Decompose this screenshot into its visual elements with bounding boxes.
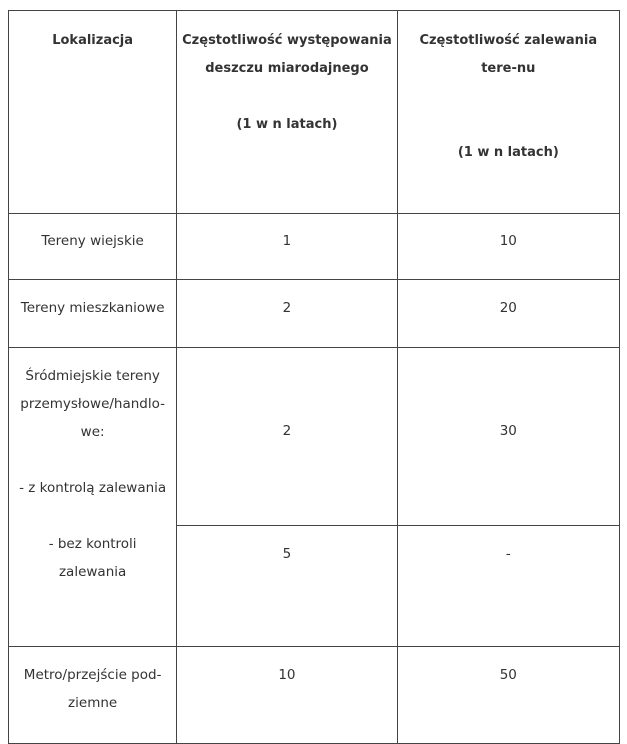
table-header-row [9, 11, 620, 214]
table-row [9, 348, 620, 526]
row-rain-value: 10 [177, 647, 397, 744]
header-rain-frequency-unit: (1 w n latach) [236, 117, 338, 132]
header-location [9, 11, 177, 214]
row-flood-value: 10 [397, 214, 619, 280]
row-flood-value: 20 [397, 280, 619, 348]
header-location-text: Lokalizacja [52, 33, 134, 48]
header-flood-frequency [397, 11, 619, 214]
row-label: Tereny mieszkaniowe [9, 280, 177, 348]
frequency-table [8, 10, 620, 744]
row-label: Metro/przejście pod-ziemne [9, 647, 177, 744]
table-row [9, 647, 620, 744]
row-label: Śródmiejskie tereny przemysłowe/handlo-we: [20, 368, 166, 440]
frequency-table-container [8, 10, 620, 744]
row-rain-value: 2 [177, 348, 397, 526]
header-flood-frequency-unit: (1 w n latach) [457, 145, 559, 160]
header-rain-frequency [177, 11, 397, 214]
row-flood-value: 30 [397, 348, 619, 526]
row-flood-value: 50 [397, 647, 619, 744]
row-sub-label: - bez kontroli zalewania [48, 536, 137, 580]
row-rain-value: 2 [177, 280, 397, 348]
row-flood-sub-value: - [397, 526, 619, 647]
row-label: Tereny wiejskie [9, 214, 177, 280]
header-rain-frequency-text: Częstotliwość występowania deszczu miarodajnego [182, 33, 392, 76]
row-rain-value: 1 [177, 214, 397, 280]
table-row [9, 280, 620, 348]
header-flood-frequency-text: Częstotliwość zalewania tere-nu [419, 33, 598, 76]
table-row [9, 214, 620, 280]
row-rain-sub-value: 5 [177, 526, 397, 647]
row-sub-label: - z kontrolą zalewania [19, 480, 167, 496]
row-label-group [9, 348, 177, 647]
